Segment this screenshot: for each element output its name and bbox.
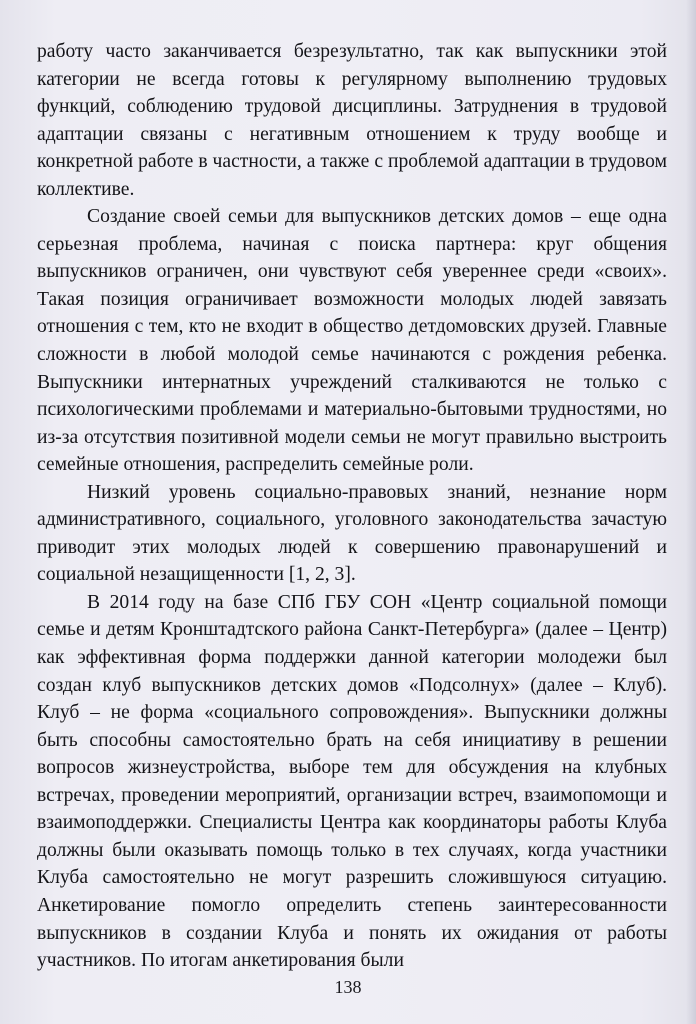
paragraph-legal-knowledge: Низкий уровень социально-правовых знаний, незнание норм административного, социального, уголовного законодательства зачастую приводит этих молодых людей к совершению правонарушений и социальной незащищенности [1, 2, 3]. bbox=[37, 481, 667, 586]
scan-edge-shadow bbox=[686, 0, 696, 1024]
page-number: 138 bbox=[334, 977, 362, 997]
paragraph-family: Создание своей семьи для выпускников детских домов – еще одна серьезная проблема, начиная с поиска партнера: круг общения выпускников ограничен, они чувствуют себя увереннее среди «своих». Такая позиция ограничивает возможности молодых людей завязать отношения с тем, кто не входит в общество детдомовских друзей. Главные сложности в любой молодой семье начинаются с рождения ребенка. Выпускники интернатных учреждений сталкиваются не только с психологическими проблемами и материально-бытовыми трудностями, но из-за отсутствия позитивной модели семьи не могут правильно выстроить семейные отношения, распределить семейные роли. bbox=[37, 206, 667, 476]
body-text bbox=[37, 38, 667, 975]
paragraph-continuation: работу часто заканчивается безрезультатно, так как выпускники этой категории не всегда готовы к регулярному выполнению трудовых функций, соблюдению трудовой дисциплины. Затруднения в трудовой адаптации связаны с негативным отношением к труду вообще и конкретной работе в частности, а также с проблемой адаптации в трудовом коллективе. bbox=[37, 41, 667, 200]
paragraph-club: В 2014 году на базе СПб ГБУ СОН «Центр социальной помощи семье и детям Кронштадтского района Санкт-Петербурга» (далее – Центр) как эффективная форма поддержки данной категории молодежи был создан клуб выпускников детских домов «Подсолнух» (далее – Клуб). Клуб – не форма «социального сопровождения». Выпускники должны быть способны самостоятельно брать на себя инициативу в решении вопросов жизнеустройства, выборе тем для обсуждения на клубных встречах, проведении мероприятий, организации встреч, взаимопомощи и взаимоподдержки. Специалисты Центра как координаторы работы Клуба должны были оказывать помощь только в тех случаях, когда участники Клуба самостоятельно не могут разрешить сложившуюся ситуацию. Анкетирование помогло определить степень заинтересованности выпускников в создании Клуба и понять их ожидания от работы участников. По итогам анкетирования были bbox=[37, 591, 667, 972]
